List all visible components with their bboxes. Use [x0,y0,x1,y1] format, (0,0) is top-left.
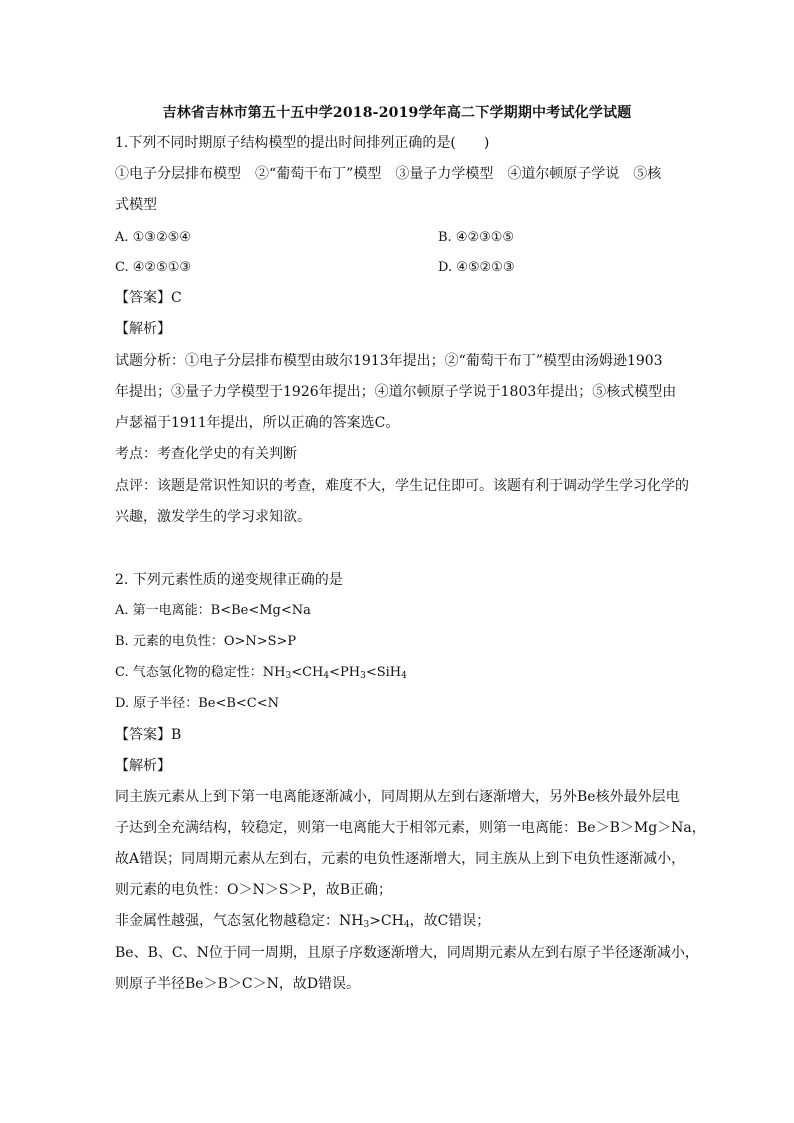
q2-analysis-header: 【解析】 [115,758,171,774]
q1-items-line2: 式模型 [115,197,157,213]
q2-option-c: C. 气态氢化物的稳定性：$NH_3<CH_4<PH_3<SiH_4$ [115,665,407,681]
q1-option-a: A. ①③②⑤④ [115,230,191,245]
q1-dianping-line1: 点评：该题是常识性知识的考查，难度不大，学生记住即可。该题有利于调动学生学习化学的 [115,478,689,494]
q2-analysis-line2: 子达到全充满结构，较稳定，则第一电离能大于相邻元素，则第一电离能：Be＞B＞Mg＞Na， [115,820,706,836]
q2-option-a: A. 第一电离能：B<Be<Mg<Na [115,603,311,618]
q1-items-line1: ①电子分层排布模型 ②“葡萄干布丁”模型 ③量子力学模型 ④道尔顿原子学说 ⑤核 [115,166,662,182]
q2-option-b: B. 元素的电负性：O>N>S>P [115,634,297,649]
q1-option-d: D. ④⑤②①③ [438,260,515,275]
q2-analysis-line5: 非金属性越强，气态氢化物越稳定：$NH_3>CH_4$，故C错误； [115,913,491,930]
q2-analysis-line6: Be、B、C、N位于同一周期，且原子序数逐渐增大，同周期元素从左到右原子半径逐渐减小， [115,945,699,961]
q1-option-c: C. ④②⑤①③ [115,260,192,275]
document-title: 吉林省吉林市第五十五中学2018-2019学年高二下学期期中考试化学试题 [162,105,632,121]
q2-stem: 2. 下列元素性质的递变规律正确的是 [115,572,343,588]
q1-analysis-line2: 年提出；③量子力学模型于1926年提出；④道尔顿原子学说于1803年提出；⑤核式模型由 [115,384,677,400]
q2-analysis-line7: 则原子半径Be＞B＞C＞N，故D错误。 [115,976,361,992]
q1-analysis-header: 【解析】 [115,321,171,337]
q1-option-b: B. ④②③①⑤ [438,230,515,245]
q2-analysis-line1: 同主族元素从上到下第一电离能逐渐减小，同周期从左到右逐渐增大，另外Be核外最外层电 [115,789,680,805]
q1-dianping-line2: 兴趣，激发学生的学习求知欲。 [115,509,311,525]
q2-analysis-line3: 故A错误；同周期元素从左到右，元素的电负性逐渐增大，同主族从上到下电负性逐渐减小， [115,851,686,867]
q1-analysis-line3: 卢瑟福于1911年提出，所以正确的答案选C。 [115,415,400,431]
q2-answer: 【答案】B [115,727,182,743]
q2-option-d: D. 原子半径：Be<B<C<N [115,696,280,711]
q2-analysis-line4: 则元素的电负性：O＞N＞S＞P，故B正确； [115,882,393,898]
q1-stem: 1.下列不同时期原子结构模型的提出时间排列正确的是( ) [115,135,490,151]
q1-analysis-line1: 试题分析：①电子分层排布模型由玻尔1913年提出；②“葡萄干布丁”模型由汤姆逊1903 [115,353,663,369]
q1-answer: 【答案】C [115,290,182,306]
q1-kaodian: 考点：考查化学史的有关判断 [115,446,297,462]
